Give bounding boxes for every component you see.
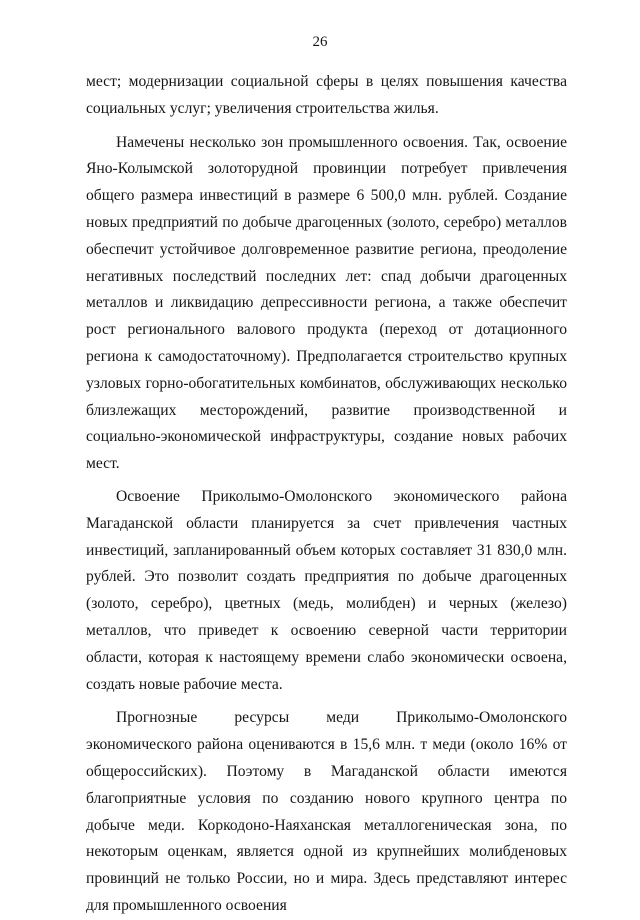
paragraph-continuation: мест; модернизации социальной сферы в целях повышения качества социальных услуг; увеличения строительства жилья. bbox=[86, 73, 567, 117]
page-number: 26 bbox=[312, 34, 328, 50]
paragraph-copper-resources: Прогнозные ресурсы меди Приколымо-Омолонского экономического района оцениваются в 15,6 млн. т меди (около 16% от общероссийских). Поэтому в Магаданской области имеются благоприятные условия по созданию нового крупного центра по добыче меди. Коркодоно-Наяханская металлогеническая зона, по некоторым оценкам, является одной из крупнейших молибденовых провинций не только России, но и мира. Здесь представляют интерес для промышленного освоения bbox=[86, 709, 567, 914]
document-body bbox=[86, 69, 567, 920]
paragraph-industrial-zones: Намечены несколько зон промышленного освоения. Так, освоение Яно-Колымской золоторудной провинции потребует привлечения общего размера инвестиций в размере 6 500,0 млн. рублей. Создание новых предприятий по добыче драгоценных (золото, серебро) металлов обеспечит устойчивое долговременное развитие региона, преодоление негативных последствий последних лет: спад добычи драгоценных металлов и ликвидацию депрессивности региона, а также обеспечит рост регионального валового продукта (переход от дотационного региона к самодостаточному). Предполагается строительство крупных узловых горно-обогатительных комбинатов, обслуживающих несколько близлежащих месторождений, развитие производственной и социально-экономической инфраструктуры, создание новых рабочих мест. bbox=[86, 133, 567, 473]
paragraph-prikolymo-omolon: Освоение Приколымо-Омолонского экономического района Магаданской области планируется за счет привлечения частных инвестиций, запланированный объем которых составляет 31 830,0 млн. рублей. Это позволит создать предприятия по добыче драгоценных (золото, серебро), цветных (медь, молибден) и черных (железо) металлов, что приведет к освоению северной части территории области, которая к настоящему времени слабо экономически освоена, создать новые рабочие места. bbox=[86, 487, 567, 693]
